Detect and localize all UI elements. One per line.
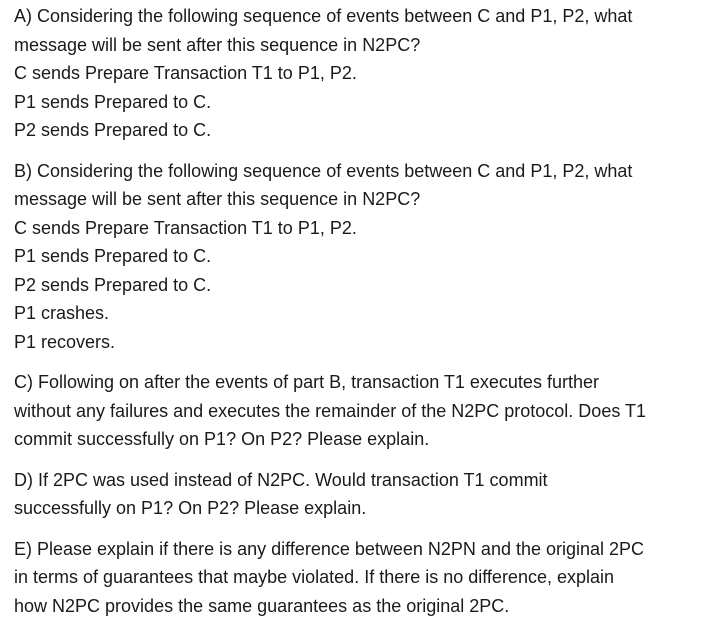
- question-e-line-2: in terms of guarantees that maybe violated. If there is no difference, explain: [14, 567, 615, 587]
- question-a-line-4: P1 sends Prepared to C.: [14, 91, 212, 112]
- question-d-line-2: successfully on P1? On P2? Please explain.: [14, 498, 367, 518]
- question-a-line-1: A) Considering the following sequence of events between C and P1, P2, what: [14, 6, 633, 26]
- section-spacer: [14, 356, 700, 368]
- question-e-line-3: how N2PC provides the same guarantees as the original 2PC.: [14, 595, 510, 616]
- question-b-line-5: P2 sends Prepared to C.: [14, 274, 212, 295]
- question-b-line-2: message will be sent after this sequence in N2PC?: [14, 189, 421, 209]
- question-d: [14, 466, 700, 523]
- question-a-line-5: P2 sends Prepared to C.: [14, 120, 212, 140]
- question-c: [14, 368, 700, 454]
- question-e-line-1: E) Please explain if there is any difference between N2PN and the original 2PC: [14, 538, 645, 559]
- question-b: [14, 157, 700, 357]
- question-d-line-1: D) If 2PC was used instead of N2PC. Would transaction T1 commit: [14, 469, 548, 490]
- question-a: [14, 2, 700, 145]
- question-c-line-1: C) Following on after the events of part B, transaction T1 executes further: [14, 372, 599, 392]
- question-b-line-7: P1 recovers.: [14, 331, 116, 352]
- question-e: [14, 535, 700, 621]
- question-b-line-1: B) Considering the following sequence of events between C and P1, P2, what: [14, 160, 633, 181]
- question-a-line-3: C sends Prepare Transaction T1 to P1, P2.: [14, 63, 357, 83]
- question-c-line-2: without any failures and executes the remainder of the N2PC protocol. Does T1: [14, 400, 647, 421]
- question-b-line-6: P1 crashes.: [14, 303, 110, 323]
- question-a-line-2: message will be sent after this sequence in N2PC?: [14, 34, 421, 55]
- question-b-line-3: C sends Prepare Transaction T1 to P1, P2.: [14, 217, 357, 238]
- section-spacer: [14, 145, 700, 157]
- question-b-line-4: P1 sends Prepared to C.: [14, 246, 212, 266]
- section-spacer: [14, 454, 700, 466]
- question-c-line-3: commit successfully on P1? On P2? Please explain.: [14, 429, 430, 449]
- section-spacer: [14, 523, 700, 535]
